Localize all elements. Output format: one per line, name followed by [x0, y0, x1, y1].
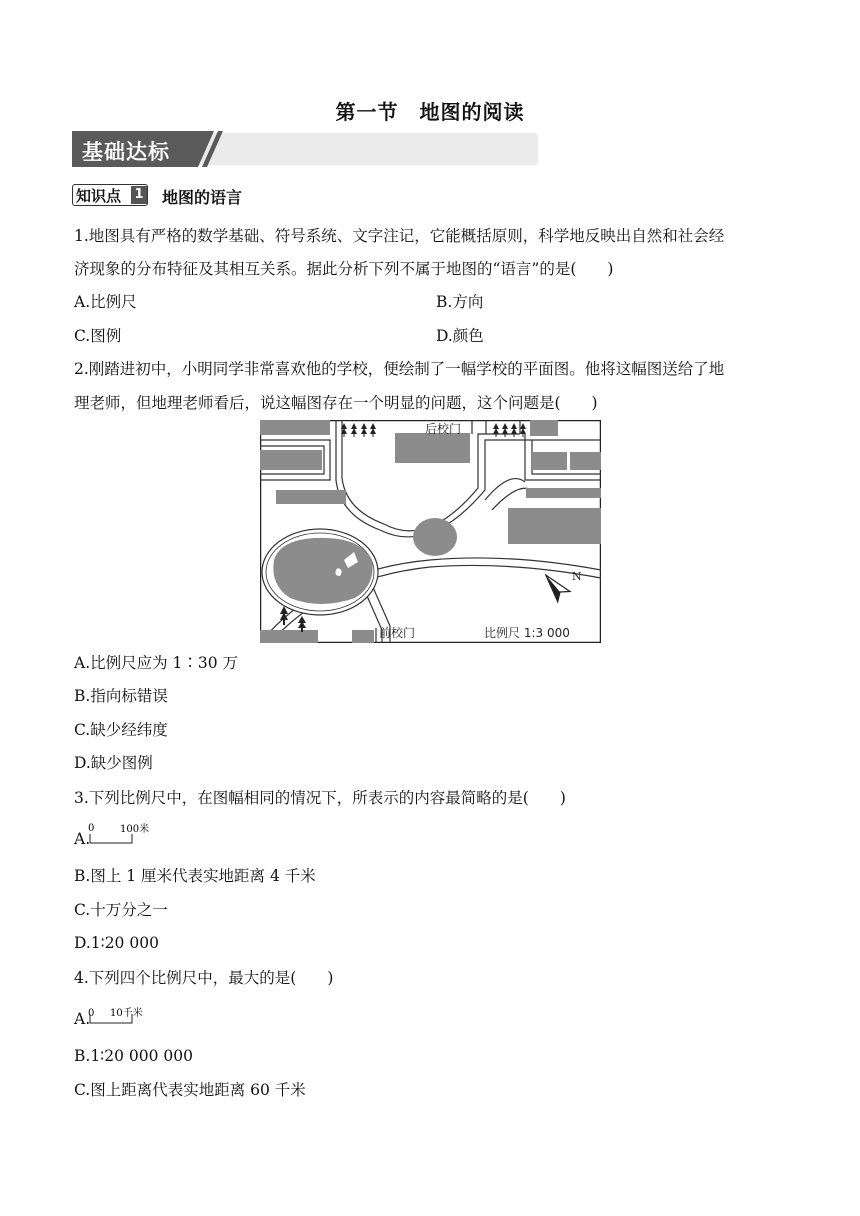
svg-text:10千米: 10千米 — [110, 1008, 143, 1019]
svg-text:0: 0 — [88, 1008, 95, 1019]
q1-option-c[interactable]: C.图例 — [74, 327, 122, 345]
q2-option-b[interactable]: B.指向标错误 — [74, 687, 168, 705]
svg-text:100米: 100米 — [120, 824, 150, 835]
q3-option-d[interactable]: D.1∶20 000 — [74, 934, 159, 952]
q1-option-d[interactable]: D.颜色 — [436, 327, 484, 345]
school-map — [260, 420, 601, 643]
q2-stem-line2: 理老师，但地理老师看后，说这幅图存在一个明显的问题，这个问题是( ) — [74, 394, 598, 412]
q2-option-c[interactable]: C.缺少经纬度 — [74, 721, 168, 739]
q2-stem-line1: 2.刚踏进初中，小明同学非常喜欢他的学校，便绘制了一幅学校的平面图。他将这幅图送给了地 — [74, 360, 725, 378]
q3-option-c[interactable]: C.十万分之一 — [74, 901, 168, 919]
q3-option-b[interactable]: B.图上 1 厘米代表实地距离 4 千米 — [74, 867, 316, 885]
q3-line-scale — [88, 822, 158, 846]
q1-option-b[interactable]: B.方向 — [436, 293, 484, 311]
map-north-label: N — [572, 570, 582, 583]
q4-stem: 4.下列四个比例尺中，最大的是( ) — [74, 969, 334, 987]
q4-option-b[interactable]: B.1∶20 000 000 — [74, 1047, 193, 1065]
map-front-gate-label: 前校门 — [379, 626, 416, 640]
banner-label: 基础达标 — [82, 140, 170, 164]
map-back-gate-label: 后校门 — [425, 422, 462, 436]
map-scale-label: 比例尺 1:3 000 — [484, 626, 570, 640]
q3-stem: 3.下列比例尺中，在图幅相同的情况下，所表示的内容最简略的是( ) — [74, 789, 566, 807]
q4-option-a[interactable]: A. — [74, 1010, 91, 1028]
q2-option-a[interactable]: A.比例尺应为 1∶30 万 — [74, 654, 239, 672]
q4-option-c[interactable]: C.图上距离代表实地距离 60 千米 — [74, 1081, 306, 1099]
q2-option-d[interactable]: D.缺少图例 — [74, 754, 153, 772]
q1-stem-line2: 济现象的分布特征及其相互关系。据此分析下列不属于地图的“语言”的是( ) — [74, 260, 614, 278]
page-title: 第一节 地图的阅读 — [335, 100, 525, 124]
q1-stem-line1: 1.地图具有严格的数学基础、符号系统、文字注记，它能概括原则，科学地反映出自然和社会经 — [74, 227, 725, 245]
knowledge-point-label: 知识点 — [76, 187, 122, 205]
q4-line-scale — [88, 1002, 158, 1026]
svg-text:0: 0 — [88, 823, 95, 834]
q1-option-a[interactable]: A.比例尺 — [74, 293, 137, 311]
knowledge-point-number: 1 — [131, 186, 147, 204]
q3-option-a[interactable]: A. — [74, 830, 91, 848]
knowledge-point-title: 地图的语言 — [162, 188, 243, 207]
